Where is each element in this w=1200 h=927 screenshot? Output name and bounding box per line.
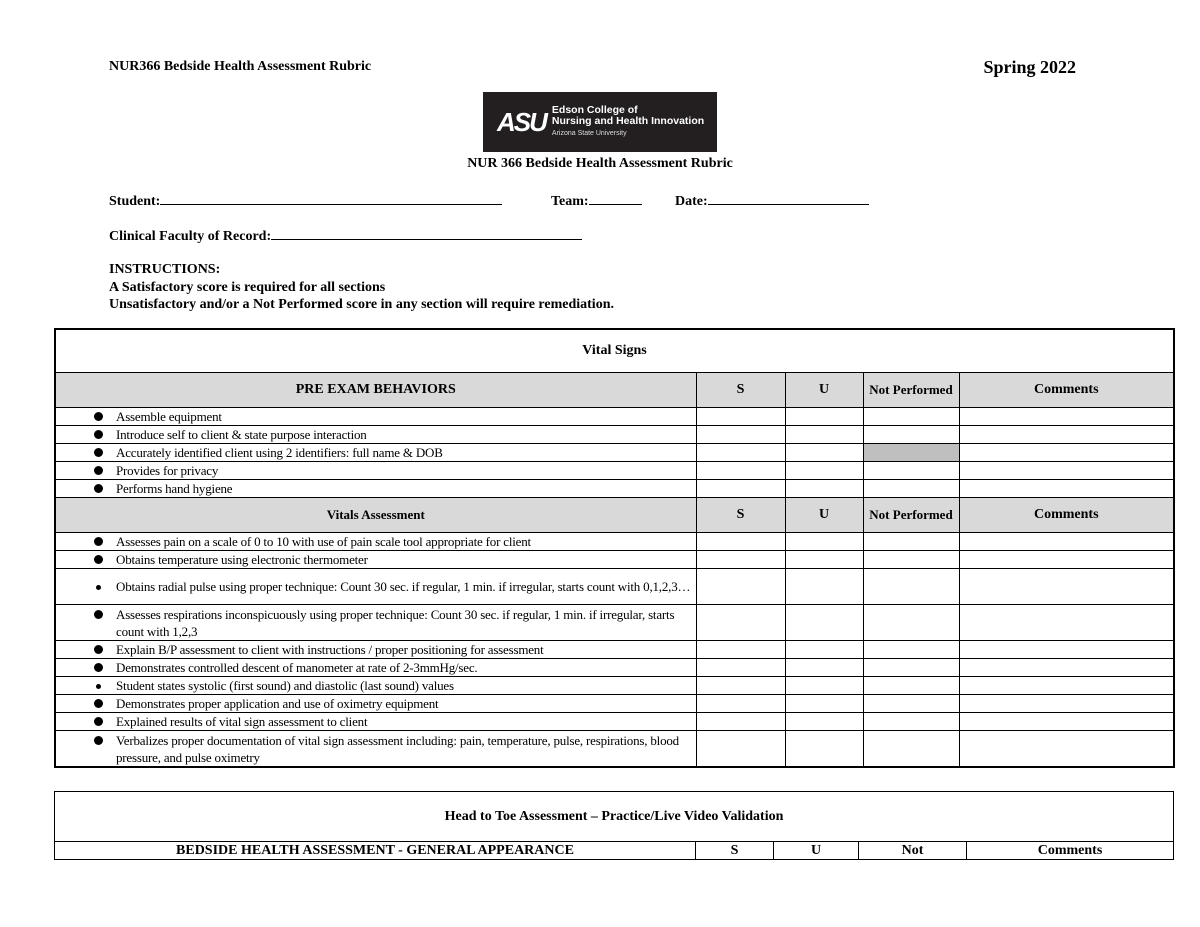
rubric-item	[55, 713, 696, 731]
bullet-icon	[94, 717, 103, 726]
score-u-cell[interactable]	[785, 533, 863, 551]
comments-cell[interactable]	[959, 533, 1174, 551]
comments-cell[interactable]	[959, 695, 1174, 713]
faculty-field	[109, 226, 582, 245]
not-performed-cell[interactable]	[863, 426, 959, 444]
student-input-line[interactable]	[160, 191, 502, 205]
score-u-cell[interactable]	[785, 480, 863, 498]
not-performed-cell[interactable]	[863, 641, 959, 659]
rubric-row	[55, 677, 1174, 695]
date-field	[675, 191, 869, 210]
score-s-cell[interactable]	[696, 677, 785, 695]
rubric-item-text: Provides for privacy	[116, 463, 219, 478]
score-u-cell[interactable]	[785, 605, 863, 641]
rubric-item	[55, 659, 696, 677]
rubric-row	[55, 551, 1174, 569]
col-u: U	[785, 498, 863, 533]
rubric-row	[55, 641, 1174, 659]
rubric-row	[55, 408, 1174, 426]
col-not-performed: Not	[859, 842, 967, 860]
comments-cell[interactable]	[959, 641, 1174, 659]
vitals-header-row	[55, 498, 1174, 533]
rubric-item-text: Explained results of vital sign assessment to client	[116, 714, 368, 729]
rubric-item-text: Accurately identified client using 2 identifiers: full name & DOB	[116, 445, 443, 460]
bullet-icon	[94, 430, 103, 439]
head-to-toe-table	[54, 791, 1174, 860]
asu-logo-mark: ASU	[497, 106, 546, 137]
rubric-item	[55, 569, 696, 605]
score-s-cell[interactable]	[696, 641, 785, 659]
rubric-row	[55, 695, 1174, 713]
comments-cell[interactable]	[959, 426, 1174, 444]
rubric-item	[55, 695, 696, 713]
rubric-item-text: Performs hand hygiene	[116, 481, 233, 496]
vitals-heading: Vitals Assessment	[55, 498, 696, 533]
rubric-item-text: Explain B/P assessment to client with instructions / proper positioning for assessment	[116, 642, 544, 657]
score-u-cell[interactable]	[785, 408, 863, 426]
score-u-cell[interactable]	[785, 731, 863, 768]
score-s-cell[interactable]	[696, 695, 785, 713]
rubric-row	[55, 659, 1174, 677]
faculty-label: Clinical Faculty of Record:	[109, 229, 272, 244]
score-s-cell[interactable]	[696, 462, 785, 480]
score-u-cell[interactable]	[785, 569, 863, 605]
bullet-icon	[94, 663, 103, 672]
student-label: Student:	[109, 194, 161, 209]
rubric-row	[55, 731, 1174, 768]
score-u-cell[interactable]	[785, 462, 863, 480]
rubric-item	[55, 641, 696, 659]
score-s-cell[interactable]	[696, 731, 785, 768]
vital-signs-title: Vital Signs	[55, 329, 1174, 373]
bullet-icon	[94, 610, 103, 619]
student-field	[109, 191, 502, 210]
col-s: S	[696, 373, 785, 408]
instructions-line2: Unsatisfactory and/or a Not Performed score in any section will require remediation.	[109, 297, 614, 312]
not-performed-cell[interactable]	[863, 480, 959, 498]
score-s-cell[interactable]	[696, 480, 785, 498]
col-not-performed: Not Performed	[863, 373, 959, 408]
date-input-line[interactable]	[708, 191, 869, 205]
rubric-row	[55, 713, 1174, 731]
bullet-icon	[94, 448, 103, 457]
score-s-cell[interactable]	[696, 605, 785, 641]
comments-cell[interactable]	[959, 713, 1174, 731]
score-s-cell[interactable]	[696, 426, 785, 444]
rubric-item-text: Student states systolic (first sound) and diastolic (last sound) values	[116, 678, 454, 693]
comments-cell[interactable]	[959, 731, 1174, 768]
col-u: U	[774, 842, 859, 860]
col-comments: Comments	[959, 373, 1174, 408]
not-performed-cell[interactable]	[863, 569, 959, 605]
rubric-item-text: Verbalizes proper documentation of vital sign assessment including: pain, temperature, pulse, respirations, blood pressure, and pulse oximetry	[116, 732, 679, 765]
rubric-item	[55, 426, 696, 444]
score-s-cell[interactable]	[696, 659, 785, 677]
rubric-item	[55, 533, 696, 551]
document-title: NUR 366 Bedside Health Assessment Rubric	[467, 156, 733, 171]
instructions	[109, 261, 614, 314]
col-s: S	[696, 498, 785, 533]
date-label: Date:	[675, 194, 708, 209]
bullet-icon	[94, 537, 103, 546]
logo-line2: Nursing and Health Innovation	[551, 115, 705, 127]
head-to-toe-title: Head to Toe Assessment – Practice/Live Video Validation	[55, 792, 1174, 842]
instructions-line1: A Satisfactory score is required for all sections	[109, 279, 386, 295]
general-appearance-header-row	[55, 842, 1174, 860]
header-term: Spring 2022	[983, 57, 1076, 77]
rubric-item	[55, 677, 696, 695]
rubric-item	[55, 408, 696, 426]
comments-cell[interactable]	[959, 551, 1174, 569]
score-u-cell[interactable]	[785, 551, 863, 569]
rubric-row	[55, 462, 1174, 480]
team-field	[551, 191, 642, 210]
not-performed-cell[interactable]	[863, 605, 959, 641]
rubric-item-text: Assesses pain on a scale of 0 to 10 with use of pain scale tool appropriate for client	[116, 534, 531, 549]
rubric-row	[55, 426, 1174, 444]
asu-logo	[483, 92, 717, 152]
rubric-item-text: Introduce self to client & state purpose interaction	[116, 427, 367, 442]
not-performed-cell[interactable]	[863, 731, 959, 768]
col-not-performed: Not Performed	[863, 498, 959, 533]
rubric-item	[55, 551, 696, 569]
score-s-cell[interactable]	[696, 713, 785, 731]
rubric-item	[55, 731, 696, 768]
score-u-cell[interactable]	[785, 713, 863, 731]
comments-cell[interactable]	[959, 605, 1174, 641]
comments-cell[interactable]	[959, 480, 1174, 498]
asu-logo-text	[552, 105, 704, 139]
bullet-icon	[94, 484, 103, 493]
comments-cell[interactable]	[959, 462, 1174, 480]
bullet-icon	[94, 645, 103, 654]
score-s-cell[interactable]	[696, 569, 785, 605]
pre-exam-header-row	[55, 373, 1174, 408]
comments-cell[interactable]	[959, 659, 1174, 677]
not-performed-cell[interactable]	[863, 551, 959, 569]
rubric-item	[55, 462, 696, 480]
pre-exam-heading: PRE EXAM BEHAVIORS	[55, 373, 696, 408]
header-course: NUR366 Bedside Health Assessment Rubric	[109, 59, 372, 74]
not-performed-cell[interactable]	[863, 677, 959, 695]
not-performed-cell[interactable]	[863, 695, 959, 713]
bullet-icon	[94, 466, 103, 475]
rubric-item-text: Obtains temperature using electronic thermometer	[116, 552, 368, 567]
rubric-row	[55, 605, 1174, 641]
col-s: S	[696, 842, 774, 860]
score-u-cell[interactable]	[785, 677, 863, 695]
not-performed-cell[interactable]	[863, 713, 959, 731]
score-s-cell[interactable]	[696, 533, 785, 551]
rubric-row	[55, 444, 1174, 462]
rubric-row	[55, 533, 1174, 551]
general-appearance-heading: BEDSIDE HEALTH ASSESSMENT - GENERAL APPEARANCE	[55, 842, 696, 860]
bullet-icon	[96, 585, 101, 590]
not-performed-cell	[863, 444, 959, 462]
not-performed-cell[interactable]	[863, 659, 959, 677]
rubric-item-text: Obtains radial pulse using proper technique: Count 30 sec. if regular, 1 min. if irregular, starts count with 0,1,2,3…	[116, 579, 691, 594]
bullet-icon	[96, 684, 101, 689]
bullet-icon	[94, 412, 103, 421]
score-u-cell[interactable]	[785, 641, 863, 659]
comments-cell[interactable]	[959, 408, 1174, 426]
score-s-cell[interactable]	[696, 551, 785, 569]
rubric-item	[55, 444, 696, 462]
logo-line3: Arizona State University	[551, 130, 627, 137]
team-input-line[interactable]	[589, 191, 642, 205]
rubric-item	[55, 480, 696, 498]
bullet-icon	[94, 699, 103, 708]
not-performed-cell[interactable]	[863, 462, 959, 480]
col-u: U	[785, 373, 863, 408]
score-u-cell[interactable]	[785, 695, 863, 713]
score-u-cell[interactable]	[785, 426, 863, 444]
score-u-cell[interactable]	[785, 444, 863, 462]
comments-cell[interactable]	[959, 569, 1174, 605]
vital-signs-table	[54, 328, 1175, 768]
rubric-item-text: Demonstrates controlled descent of manometer at rate of 2-3mmHg/sec.	[116, 660, 478, 675]
bullet-icon	[94, 736, 103, 745]
comments-cell[interactable]	[959, 677, 1174, 695]
score-u-cell[interactable]	[785, 659, 863, 677]
rubric-row	[55, 569, 1174, 605]
col-comments: Comments	[959, 498, 1174, 533]
not-performed-cell[interactable]	[863, 533, 959, 551]
rubric-item	[55, 605, 696, 641]
bullet-icon	[94, 555, 103, 564]
rubric-item-text: Assesses respirations inconspicuously using proper technique: Count 30 sec. if regular, 1 min. if irregular, starts count with 1,2,3	[116, 606, 675, 639]
comments-cell[interactable]	[959, 444, 1174, 462]
team-label: Team:	[551, 194, 589, 209]
faculty-input-line[interactable]	[271, 226, 582, 240]
not-performed-cell[interactable]	[863, 408, 959, 426]
rubric-row	[55, 480, 1174, 498]
rubric-item-text: Demonstrates proper application and use of oximetry equipment	[116, 696, 439, 711]
rubric-item-text: Assemble equipment	[116, 409, 222, 424]
score-s-cell[interactable]	[696, 444, 785, 462]
score-s-cell[interactable]	[696, 408, 785, 426]
instructions-heading: INSTRUCTIONS:	[109, 262, 221, 277]
col-comments: Comments	[967, 842, 1174, 860]
logo-line1: Edson College of	[551, 104, 638, 116]
